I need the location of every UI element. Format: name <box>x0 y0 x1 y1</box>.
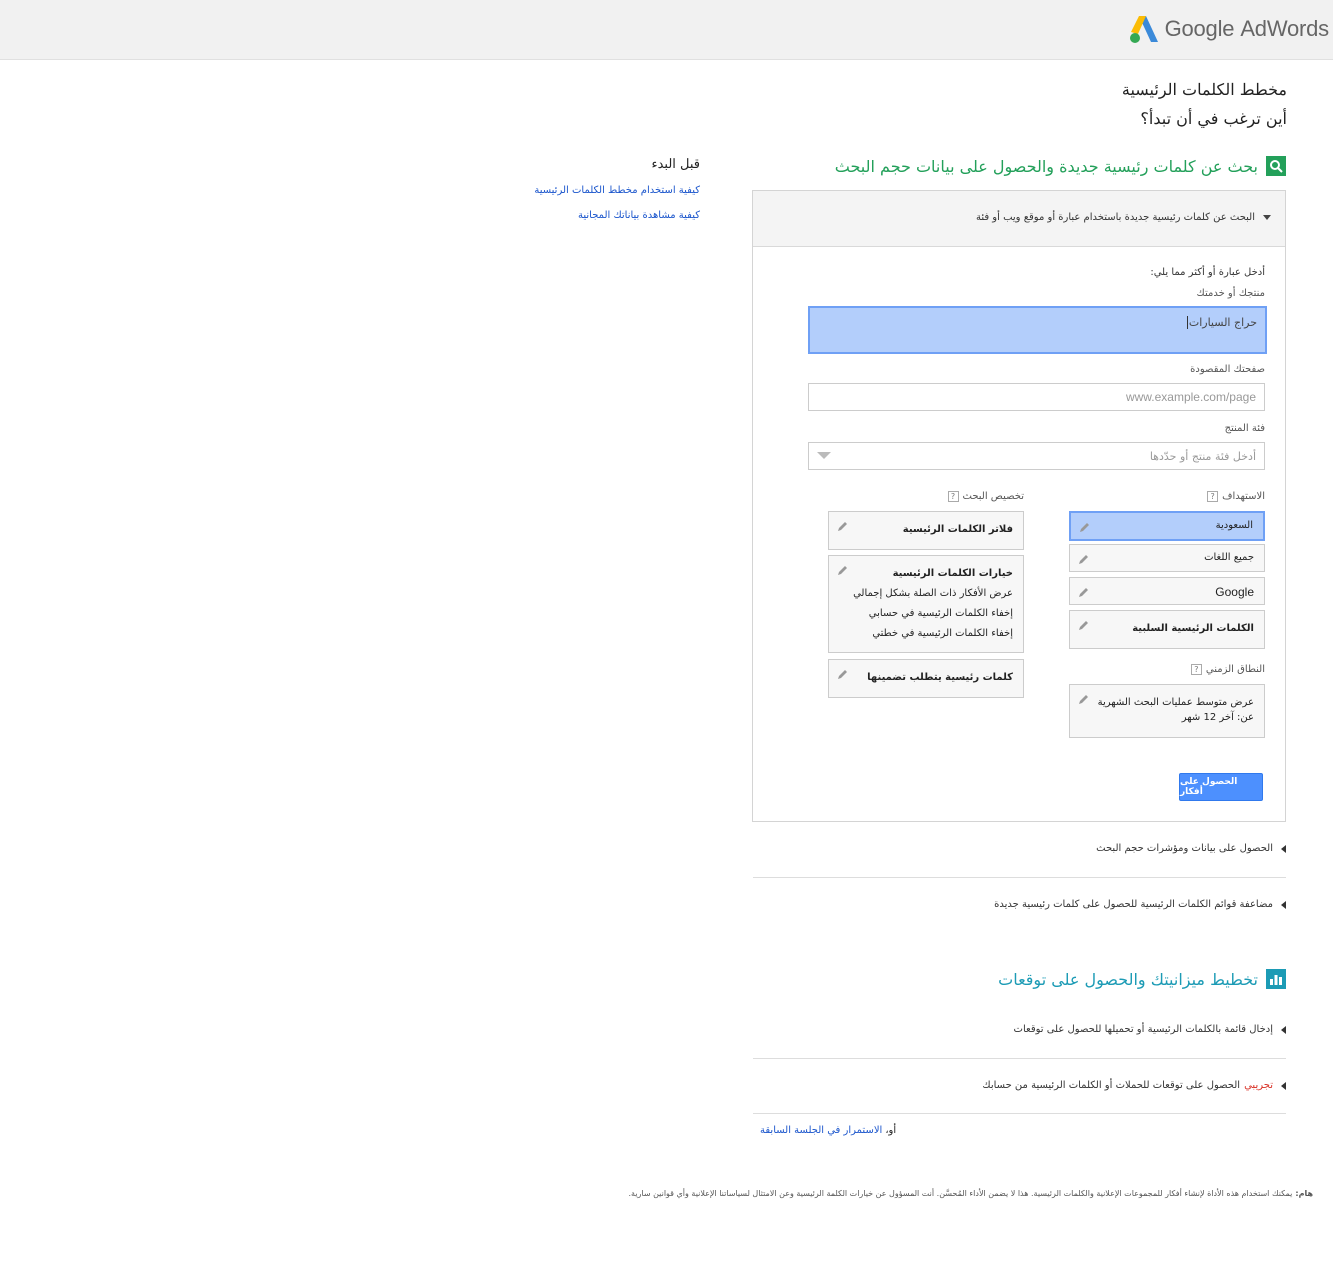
resume-prefix: أو، <box>885 1125 897 1136</box>
beta-badge: تجريبي <box>1244 1080 1273 1091</box>
targeting-location[interactable] <box>1069 511 1265 541</box>
search-volume-link[interactable] <box>1096 843 1286 854</box>
sidebar-link-free-data[interactable]: كيفية مشاهدة بياناتك المجانية <box>578 210 700 221</box>
brand-product: AdWords <box>1240 16 1329 41</box>
sidebar-heading: قبل البدء <box>651 157 700 172</box>
search-section-title <box>835 156 1286 176</box>
keyword-filters-card[interactable] <box>828 511 1024 550</box>
brand-google: Google <box>1164 16 1235 41</box>
upload-keywords-link-text: إدخال قائمة بالكلمات الرئيسية أو تحميلها للحصول على توقعات <box>1013 1024 1273 1035</box>
divider <box>753 877 1286 878</box>
keywords-include-card[interactable] <box>828 659 1024 698</box>
footer-note-text: يمكنك استخدام هذه الأداة لإنشاء أفكار للمجموعات الإعلانية والكلمات الرئيسية. هذا لا يضمن الأداء المُحسَّن. أنت المسؤول عن خيارات الكلمة الرئيسية وعن الامتثال لسياساتنا الإعلانية وأي قوانين سارية. <box>628 1189 1293 1198</box>
expand-arrow-icon <box>1263 215 1271 220</box>
budget-section-title <box>998 969 1286 989</box>
date-range-label: النطاق الزمني <box>1205 664 1265 675</box>
keyword-options-card[interactable] <box>828 555 1024 653</box>
targeting-negative-keywords-text: الكلمات الرئيسية السلبية <box>1132 623 1254 634</box>
resume-session-link[interactable]: الاستمرار في الجلسة السابقة <box>760 1125 883 1136</box>
footer-important: هام: <box>1295 1189 1313 1198</box>
divider <box>753 1058 1286 1059</box>
search-icon <box>1266 156 1286 176</box>
product-input-value: حراج السيارات <box>1188 316 1257 329</box>
account-forecast-link[interactable] <box>982 1080 1286 1091</box>
page-subtitle: أين ترغب في أن تبدأ؟ <box>1140 109 1287 128</box>
targeting-negative-keywords[interactable] <box>1069 610 1265 649</box>
pencil-icon[interactable] <box>1078 586 1090 598</box>
keyword-option-2: إخفاء الكلمات الرئيسية في حسابي <box>868 608 1013 619</box>
pencil-icon[interactable] <box>1078 693 1090 705</box>
product-input[interactable] <box>808 306 1267 354</box>
adwords-logo-icon <box>1129 14 1159 44</box>
expand-arrow-icon <box>1281 845 1286 853</box>
panel-header[interactable] <box>753 191 1285 247</box>
account-forecast-link-text: الحصول على توقعات للحملات أو الكلمات الرئيسية من حسابك <box>982 1080 1241 1091</box>
footer-note <box>628 1189 1313 1198</box>
expand-arrow-icon <box>1281 1026 1286 1034</box>
multiply-lists-link-text: مضاعفة قوائم الكلمات الرئيسية للحصول على كلمات رئيسية جديدة <box>994 899 1273 910</box>
customize-help-icon[interactable]: ? <box>948 491 959 502</box>
date-range-text-2: عن: آخر 12 شهر <box>1181 712 1254 723</box>
targeting-location-text: السعودية <box>1215 520 1253 531</box>
product-label: منتجك أو خدمتك <box>1196 288 1265 299</box>
panel-header-text: البحث عن كلمات رئيسية جديدة باستخدام عبارة أو موقع ويب أو فئة <box>975 212 1255 223</box>
adwords-logo[interactable] <box>1129 12 1329 46</box>
customize-label-row <box>944 491 1024 502</box>
customize-label: تخصيص البحث <box>962 491 1024 502</box>
panel-header-row[interactable] <box>976 212 1271 223</box>
sidebar-link-how-to-use[interactable]: كيفية استخدام مخطط الكلمات الرئيسية <box>534 185 700 196</box>
category-label: فئة المنتج <box>1224 423 1265 434</box>
page-title: مخطط الكلمات الرئيسية <box>1121 80 1287 99</box>
search-volume-link-text: الحصول على بيانات ومؤشرات حجم البحث <box>1096 843 1273 854</box>
targeting-help-icon[interactable]: ? <box>1207 491 1218 502</box>
pencil-icon[interactable] <box>837 564 849 576</box>
get-ideas-button[interactable]: الحصول على أفكار <box>1179 773 1263 801</box>
intro-label: أدخل عبارة أو أكثر مما يلي: <box>1150 267 1265 278</box>
expand-arrow-icon <box>1281 1082 1286 1090</box>
category-placeholder: أدخل فئة منتج أو حدّدها <box>1149 449 1256 463</box>
targeting-label-row <box>1203 491 1265 502</box>
category-input[interactable] <box>808 442 1265 470</box>
pencil-icon[interactable] <box>1078 619 1090 631</box>
multiply-lists-link[interactable] <box>994 899 1286 910</box>
resume-row <box>760 1125 896 1136</box>
targeting-network-text: Google <box>1215 585 1254 599</box>
upload-keywords-link[interactable] <box>1014 1024 1286 1035</box>
date-range-label-row <box>1187 664 1265 675</box>
landing-page-input[interactable] <box>808 383 1265 411</box>
date-range-help-icon[interactable]: ? <box>1191 664 1202 675</box>
date-range-card[interactable] <box>1069 684 1265 738</box>
pencil-icon[interactable] <box>837 520 849 532</box>
keyword-search-panel <box>752 190 1286 822</box>
pencil-icon[interactable] <box>837 668 849 680</box>
keyword-option-1: عرض الأفكار ذات الصلة بشكل إجمالي <box>853 588 1013 599</box>
targeting-language-text: جميع اللغات <box>1204 552 1254 563</box>
search-section-title-text: بحث عن كلمات رئيسية جديدة والحصول على بيانات حجم البحث <box>834 156 1258 176</box>
keyword-options-title: خيارات الكلمات الرئيسية <box>892 568 1013 579</box>
text-cursor <box>1187 316 1188 329</box>
keyword-option-3: إخفاء الكلمات الرئيسية في خطتي <box>872 628 1013 639</box>
landing-label: صفحتك المقصودة <box>1190 364 1265 375</box>
keyword-filters-text: فلاتر الكلمات الرئيسية <box>902 524 1013 535</box>
date-range-text-1: عرض متوسط عمليات البحث الشهرية <box>1097 697 1254 708</box>
targeting-label: الاستهداف <box>1222 491 1265 502</box>
top-bar <box>0 0 1333 60</box>
divider <box>753 1113 1286 1114</box>
pencil-icon[interactable] <box>1078 553 1090 565</box>
dropdown-arrow-icon[interactable] <box>817 452 831 460</box>
pencil-icon[interactable] <box>1079 521 1091 533</box>
keywords-include-text: كلمات رئيسية يتطلب تضمينها <box>867 672 1013 683</box>
expand-arrow-icon <box>1281 901 1286 909</box>
targeting-network[interactable] <box>1069 577 1265 605</box>
chart-icon <box>1266 969 1286 989</box>
landing-page-placeholder: www.example.com/page <box>1125 390 1256 404</box>
targeting-language[interactable] <box>1069 544 1265 572</box>
budget-section-title-text: تخطيط ميزانيتك والحصول على توقعات <box>998 969 1258 989</box>
